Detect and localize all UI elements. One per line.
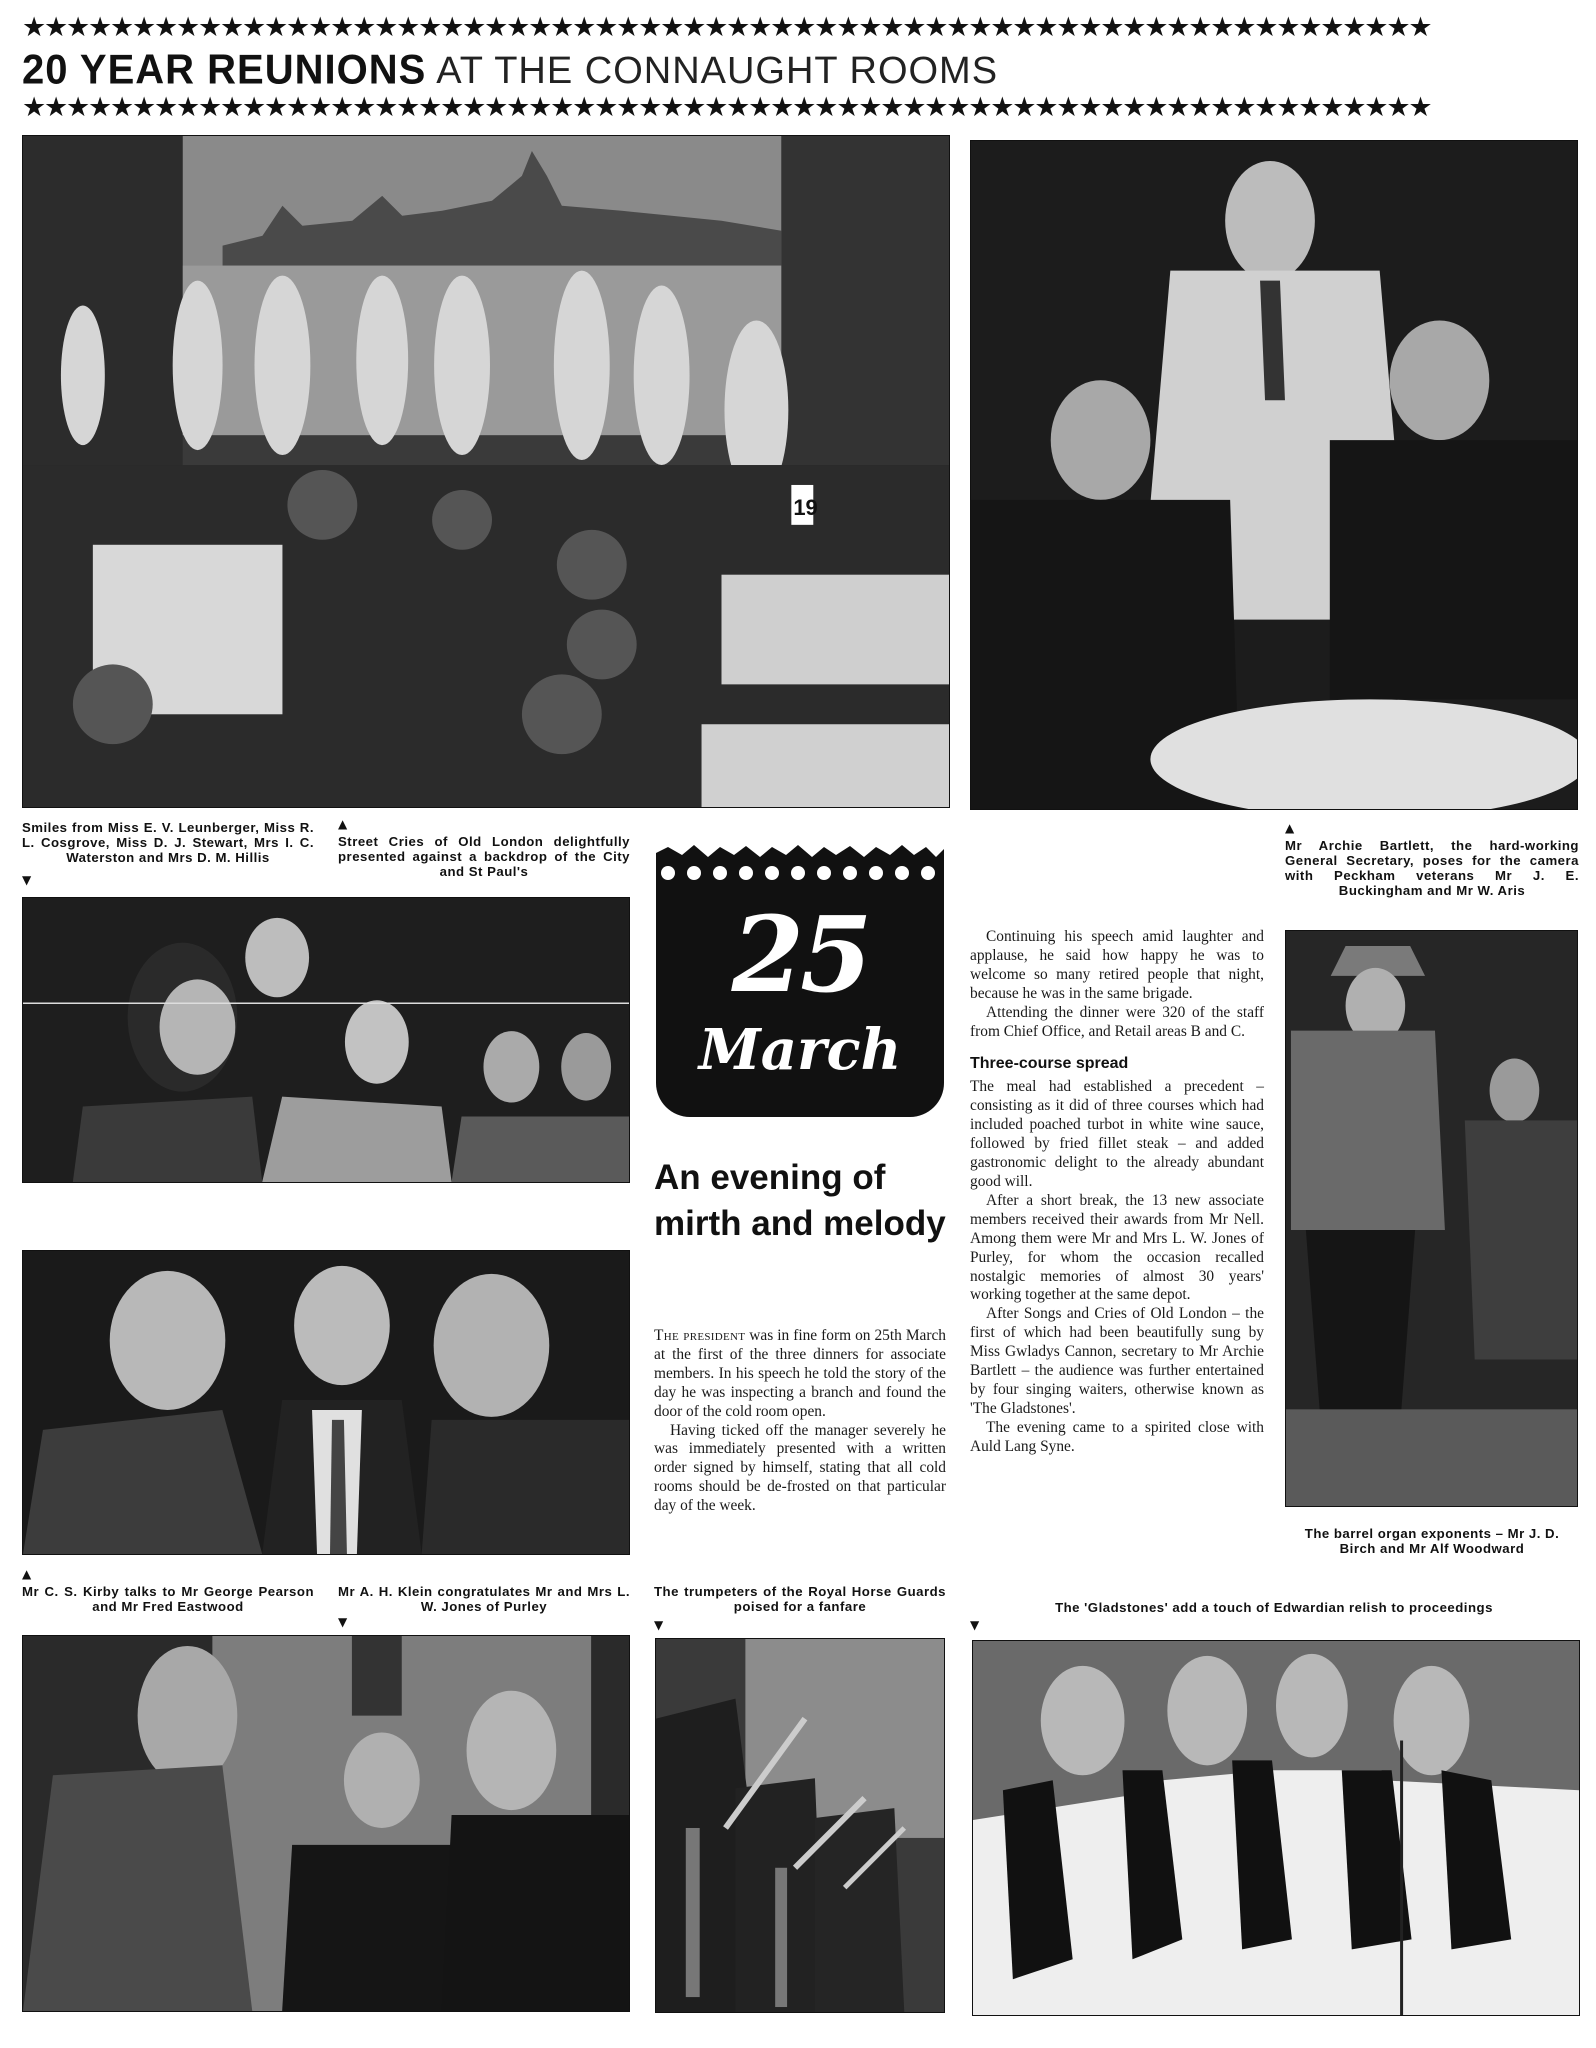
trumpeters-photo-image: [656, 1639, 944, 2012]
caption-gladstones: The 'Gladstones' add a touch of Edwardian relish to proceedings: [1055, 1600, 1493, 1615]
gladstones-photo-image: [973, 1641, 1579, 2015]
star-border-top: ★★★★★★★★★★★★★★★★★★★★★★★★★★★★★★★★★★★★★★★★★★★★★★★★★★★★★★★★★★★★★★★★: [22, 14, 1431, 42]
photo-archie-bartlett: [970, 140, 1578, 810]
stage-photo-image: [23, 136, 949, 807]
barrel-organ-photo-image: [1286, 931, 1577, 1506]
calendar-date-graphic: [656, 845, 944, 1117]
photo-kirby-conversation: [22, 1250, 630, 1555]
photo-klein-congratulates: [22, 1635, 630, 2012]
caption-trumpeters: The trumpeters of the Royal Horse Guards poised for a fanfare: [654, 1584, 946, 1614]
article-paragraph: The meal had established a precedent – consisting as it did of three courses which had included poached turbot in white wine sauce, followed by fried fillet steak – and added gastronomic delight to the already abundant good will.: [970, 1078, 1264, 1190]
photo-barrel-organ: [1285, 930, 1578, 1507]
lead-smallcaps: The president: [654, 1327, 746, 1344]
calendar-month: March: [698, 1017, 902, 1083]
arrow-up-icon: ▲: [22, 1567, 32, 1581]
article-paragraph: Continuing his speech amid laughter and applause, he said how happy he was to welcome so many retired people that night, because he was in the same brigade.: [970, 928, 1264, 1002]
caption-bartlett: Mr Archie Bartlett, the hard-working General Secretary, poses for the camera with Peckham veterans Mr J. E. Buckingham and Mr W. Aris: [1285, 838, 1579, 898]
calendar-rings-icon: [656, 843, 944, 881]
caption-klein: Mr A. H. Klein congratulates Mr and Mrs L. W. Jones of Purley: [338, 1584, 630, 1614]
star-border-bottom: ★★★★★★★★★★★★★★★★★★★★★★★★★★★★★★★★★★★★★★★★★★★★★★★★★★★★★★★★★★★★★★★★: [22, 94, 1431, 122]
arrow-up-icon: ▲: [338, 817, 348, 831]
article-paragraph: After a short break, the 13 new associate members received their awards from Mr Nell. Among them were Mr and Mrs L. W. Jones of Purley, for whom the occasion recalled nostalgic memories of almost 30 years' working together at the same depot.: [970, 1191, 1264, 1304]
photo-trumpeters: [655, 1638, 945, 2013]
caption-kirby: Mr C. S. Kirby talks to Mr George Pearson and Mr Fred Eastwood: [22, 1584, 314, 1614]
photo-smiling-women: [22, 897, 630, 1183]
photo-gladstones: [972, 1640, 1580, 2016]
article-paragraph: After Songs and Cries of Old London – the first of which had been beautifully sung by Miss Gwladys Cannon, secretary to Mr Archie Bartlett – the audience was further entertained by four singing waiters, otherwise known as 'The Gladstones'.: [970, 1305, 1264, 1417]
arrow-down-icon: ▼: [22, 873, 32, 887]
article-paragraph: Attending the dinner were 320 of the staff from Chief Office, and Retail areas B and C.: [970, 1003, 1264, 1040]
article-paragraph: The president was in fine form on 25th March at the first of the three dinners for associate members. In his speech he told the story of the day he was inspecting a branch and found the door of the cold room open.: [654, 1327, 946, 1420]
caption-street-cries: Street Cries of Old London delightfully presented against a backdrop of the City and St Paul's: [338, 834, 630, 879]
arrow-down-icon: ▼: [338, 1615, 348, 1629]
arrow-down-icon: ▼: [654, 1618, 664, 1632]
article-paragraph: Having ticked off the manager severely he was immediately presented with a written order signed by himself, stating that all cold rooms should be de-frosted on that particular day of the week.: [654, 1421, 946, 1515]
page-title: [22, 48, 998, 92]
arrow-down-icon: ▼: [970, 1618, 980, 1632]
article-paragraph: The evening came to a spirited close with Auld Lang Syne.: [970, 1418, 1264, 1455]
klein-photo-image: [23, 1636, 629, 2011]
photo-stage-performance: [22, 135, 950, 808]
title-light: AT THE CONNAUGHT ROOMS: [436, 50, 999, 92]
article-subhead: Three-course spread: [970, 1055, 1129, 1073]
kirby-photo-image: [23, 1251, 629, 1554]
article-headline: An evening of mirth and melody: [654, 1158, 946, 1243]
bartlett-photo-image: [971, 141, 1577, 809]
caption-barrel-organ: The barrel organ exponents – Mr J. D. Birch and Mr Alf Woodward: [1304, 1526, 1560, 1556]
title-bold: 20 YEAR REUNIONS: [22, 46, 427, 94]
caption-smiles: Smiles from Miss E. V. Leunberger, Miss R. L. Cosgrove, Miss D. J. Stewart, Mrs I. C. Waterston and Mrs D. M. Hillis: [22, 820, 314, 865]
smiles-photo-image: [23, 898, 629, 1182]
article-column-2: [970, 928, 1264, 1457]
arrow-up-icon: ▲: [1285, 821, 1295, 835]
article-column-1: [654, 1327, 946, 1516]
calendar-day: 25: [731, 893, 869, 1016]
svg-text:19: 19: [793, 494, 818, 520]
